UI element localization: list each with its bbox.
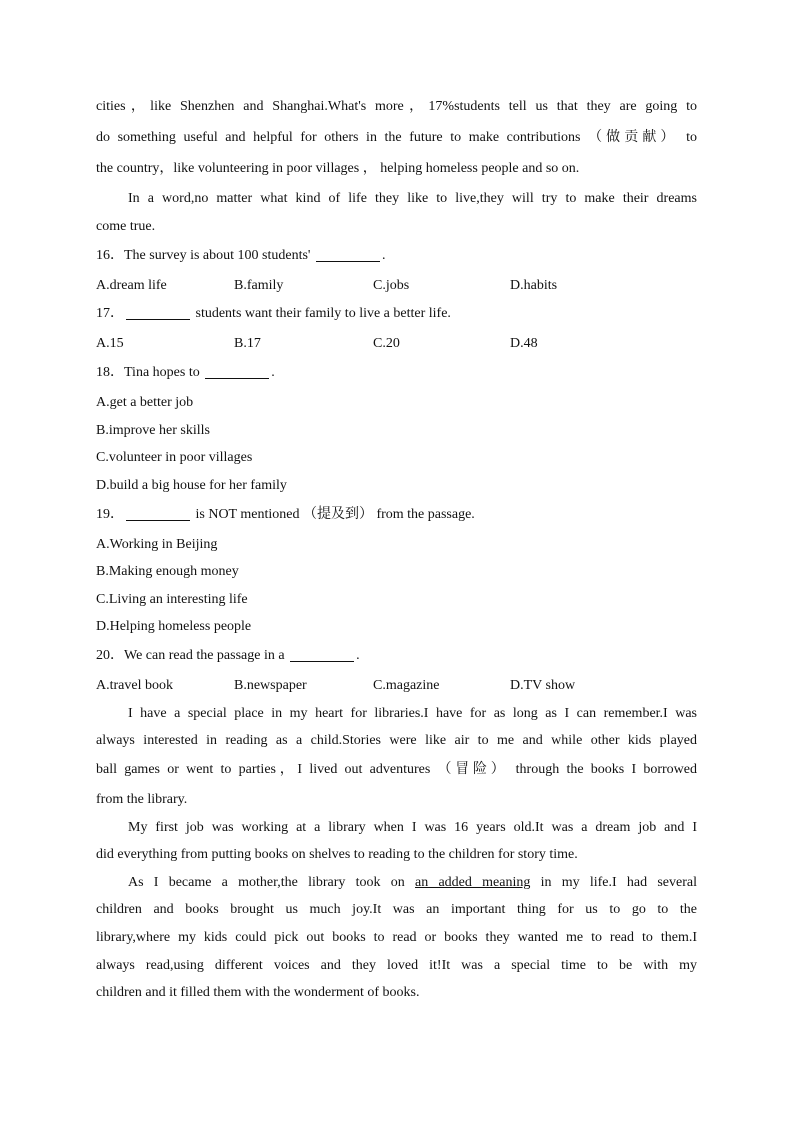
p3-line1-end: in my life.I had several <box>540 875 698 890</box>
q19-stem-number: 19． <box>96 507 124 522</box>
underlined-phrase: an added meaning <box>415 875 531 890</box>
passage1-line-1: cities，like Shenzhen and Shanghai.What's more，17%students tell us that they are going to <box>96 99 697 114</box>
q20-answer-blank[interactable] <box>290 647 354 662</box>
passage2-p2-line-1: My first job was working at a library when I was 16 years old.It was a dream job and I <box>128 820 697 835</box>
q17-answer-blank[interactable] <box>126 305 190 320</box>
passage2-p3-line-2: children and books brought us much joy.It was an important thing for us to go to the <box>96 902 697 917</box>
q18-stem-end: . <box>271 365 275 380</box>
passage2-p1-line-2: always interested in reading as a child.Stories were like air to me and while other kids played <box>96 733 697 748</box>
q18-option-b[interactable]: B.improve her skills <box>96 423 210 438</box>
q16-option-a[interactable]: A.dream life <box>96 278 167 293</box>
passage2-p3-line-3: library,where my kids could pick out books to read or books they wanted me to read to them.I <box>96 930 697 945</box>
q17-stem-number: 17． <box>96 306 124 321</box>
q18-option-a[interactable]: A.get a better job <box>96 395 194 410</box>
passage2-p2-line-2: did everything from putting books on shelves to reading to the children for story time. <box>96 847 578 862</box>
passage1-line-3: the country，like volunteering in poor villages ， helping homeless people and so on. <box>96 161 580 176</box>
q18-option-c[interactable]: C.volunteer in poor villages <box>96 450 253 465</box>
passage2-p3-line-4: always read,using different voices and they loved it!It was a special time to be with my <box>96 958 697 973</box>
q19-answer-blank[interactable] <box>126 506 190 521</box>
q16-answer-blank[interactable] <box>316 247 380 262</box>
q16-option-d[interactable]: D.habits <box>510 278 558 293</box>
passage2-p1-line-4: from the library. <box>96 792 188 807</box>
q18-option-d[interactable]: D.build a big house for her family <box>96 478 287 493</box>
q17-option-d[interactable]: D.48 <box>510 336 538 351</box>
passage2-p3-line-5: children and it filled them with the wonderment of books. <box>96 985 420 1000</box>
q20-stem-end: . <box>356 648 360 663</box>
passage1-line-4: In a word,no matter what kind of life they like to live,they will try to make their dreams <box>128 191 697 206</box>
question-20-stem <box>96 646 697 666</box>
q19-option-c[interactable]: C.Living an interesting life <box>96 592 248 607</box>
passage1-line-2: do something useful and helpful for others in the future to make contributions （做贡献） to <box>96 130 697 145</box>
q20-option-b[interactable]: B.newspaper <box>234 678 307 693</box>
q16-option-b[interactable]: B.family <box>234 278 284 293</box>
passage2-p1-line-1: I have a special place in my heart for libraries.I have for as long as I can remember.I was <box>128 706 697 721</box>
question-16-stem <box>96 246 697 266</box>
question-19-stem <box>96 505 697 525</box>
q19-option-a[interactable]: A.Working in Beijing <box>96 537 218 552</box>
q17-stem-text: students want their family to live a better life. <box>195 306 451 321</box>
q17-option-c[interactable]: C.20 <box>373 336 400 351</box>
q19-option-b[interactable]: B.Making enough money <box>96 564 239 579</box>
passage2-p1-line-3: ball games or went to parties，I lived out adventures （冒险） through the books I borrowed <box>96 762 697 777</box>
q19-option-d[interactable]: D.Helping homeless people <box>96 619 252 634</box>
q20-option-c[interactable]: C.magazine <box>373 678 440 693</box>
question-18-stem <box>96 363 697 383</box>
q17-option-b[interactable]: B.17 <box>234 336 261 351</box>
question-17-stem <box>96 304 697 324</box>
p3-line1-start: As I became a mother,the library took on <box>128 875 405 890</box>
passage2-p3-line-1 <box>128 873 697 893</box>
q17-option-a[interactable]: A.15 <box>96 336 124 351</box>
q19-stem-text: is NOT mentioned （提及到） from the passage. <box>195 507 475 522</box>
q16-stem-end: . <box>381 248 386 263</box>
q16-option-c[interactable]: C.jobs <box>373 278 410 293</box>
q16-stem-text: 16．The survey is about 100 students' <box>96 248 311 263</box>
passage1-line-5: come true. <box>96 219 156 234</box>
q20-option-d[interactable]: D.TV show <box>510 678 576 693</box>
q20-option-a[interactable]: A.travel book <box>96 678 173 693</box>
q18-stem-text: 18．Tina hopes to <box>96 365 200 380</box>
q18-answer-blank[interactable] <box>205 364 269 379</box>
q20-stem-text: 20．We can read the passage in a <box>96 648 285 663</box>
